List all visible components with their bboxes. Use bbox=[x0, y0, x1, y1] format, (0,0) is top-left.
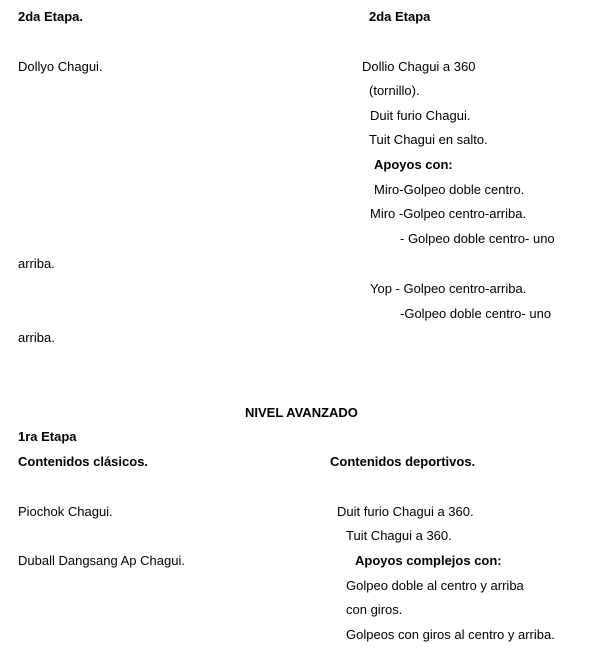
contenidos-deportivos-heading: Contenidos deportivos. bbox=[330, 454, 476, 469]
deportivo-tuit-360: Tuit Chagui a 360. bbox=[346, 528, 452, 543]
apoyo-golpeo-doble-uno: - Golpeo doble centro- uno bbox=[400, 231, 555, 246]
apoyo-miro-doble: Miro-Golpeo doble centro. bbox=[374, 182, 525, 197]
clasico-piochok: Piochok Chagui. bbox=[18, 504, 113, 519]
apoyo-miro-centro-arriba: Miro -Golpeo centro-arriba. bbox=[370, 206, 527, 221]
apoyo-golpeos-giros: Golpeos con giros al centro y arriba. bbox=[346, 627, 555, 642]
deportivo-duit-furio-360: Duit furio Chagui a 360. bbox=[337, 504, 474, 519]
right-heading-2da-etapa: 2da Etapa bbox=[369, 9, 431, 24]
apoyo-arriba-1: arriba. bbox=[18, 256, 55, 271]
apoyos-heading: Apoyos con: bbox=[374, 157, 453, 172]
left-heading-2da-etapa: 2da Etapa. bbox=[18, 9, 84, 24]
right-item-dollio-360: Dollio Chagui a 360 bbox=[362, 59, 476, 74]
apoyo-golpeo-doble-uno-2: -Golpeo doble centro- uno bbox=[400, 306, 552, 321]
right-item-tuit-salto: Tuit Chagui en salto. bbox=[369, 132, 488, 147]
right-item-duit-furio: Duit furio Chagui. bbox=[370, 108, 471, 123]
apoyo-arriba-2: arriba. bbox=[18, 330, 55, 345]
etapa-1ra: 1ra Etapa bbox=[18, 429, 77, 444]
apoyo-golpeo-doble-centro-arriba: Golpeo doble al centro y arriba bbox=[346, 578, 524, 593]
clasico-duball-dangsang: Duball Dangsang Ap Chagui. bbox=[18, 553, 185, 568]
nivel-avanzado-title: NIVEL AVANZADO bbox=[245, 405, 358, 420]
apoyos-complejos-heading: Apoyos complejos con: bbox=[355, 553, 502, 568]
left-item-dollyo: Dollyo Chagui. bbox=[18, 59, 103, 74]
right-item-tornillo: (tornillo). bbox=[369, 83, 420, 98]
contenidos-clasicos-heading: Contenidos clásicos. bbox=[18, 454, 149, 469]
apoyo-yop-centro-arriba: Yop - Golpeo centro-arriba. bbox=[370, 281, 527, 296]
apoyo-con-giros: con giros. bbox=[346, 602, 403, 617]
